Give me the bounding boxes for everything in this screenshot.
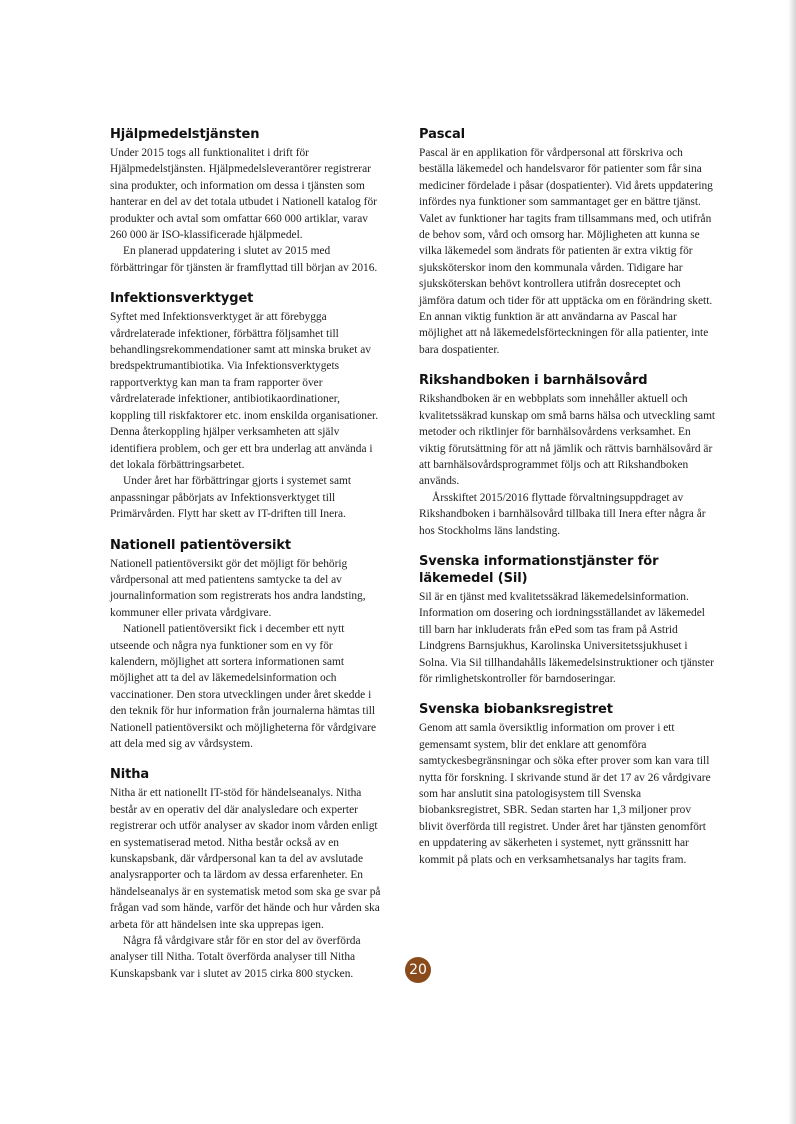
paragraph: Några få vårdgivare står för en stor del av överförda analyser till Nitha. Totalt överförda analyser till Nitha Kunskapsbank var i slutet av 2015 cirka 800 stycken.	[110, 935, 361, 980]
section-rikshandboken	[419, 372, 716, 539]
paragraph: Under 2015 togs all funktionalitet i drift för Hjälpmedelstjänsten. Hjälpmedelsleverantörer registrerar sina produkter, och information om dessa i tjänsten som hanterar en del av det totala utbudet i Nationell katalog för produkter och avtal som omfattar 660 000 artiklar, varav 260 000 är ISO-klassificerade hjälpmedel.	[110, 147, 377, 242]
left-column	[110, 126, 382, 996]
section-hjalpmedelstjansten	[110, 126, 382, 276]
paragraph: Genom att samla översiktlig information om prover i ett gemensamt system, blir det enklare att genomföra samtyckesbegränsningar och söka efter prover som kan vara till nytta för forskning. I skrivande stund är det 17 av 26 vårdgivare som har anslutit sina patologisystem till Svenska biobanksregistret, SBR. Sedan starten har 1,3 miljoner prov blivit överförda till registret. Under året har tjänsten genomfört en uppdatering av säkerheten i systemet, nytt gränssnitt har kommit på plats och en verksamhetsanalys har tagits fram.	[419, 722, 711, 866]
section-heading: Pascal	[419, 127, 466, 142]
section-infektionsverktyget	[110, 290, 382, 522]
paragraph: Sil är en tjänst med kvalitetssäkrad läkemedelsinformation. Information om dosering och iordningsställandet av läkemedel till barn har inkluderats från ePed som tas fram på Astrid Lindgrens Barnsjukhus, Karolinska Universitetssjukhuset i Solna. Via Sil tillhandahålls läkemedelsinstruktioner och tjänster för rimlighetskontroller för barndoseringar.	[419, 590, 714, 685]
paragraph: Under året har förbättringar gjorts i systemet samt anpassningar påbörjats av Infektionsverktyget till Primärvården. Flytt har skett av IT-driften till Inera.	[110, 475, 352, 521]
section-heading: Nationell patientöversikt	[110, 537, 291, 553]
paragraph: Pascal är en applikation för vårdpersonal att förskriva och beställa läkemedel och handelsvaror för patienter som får sina mediciner fördelade i påsar (dospatienter). Vid årets uppdatering infördes nya funktioner som sammantaget ger en bättre tjänst. Valet av funktioner har tagits fram tillsammans med, och utifrån de behov som, vård och omsorg har. Möjligheten att kunna se vilka läkemedel som ändrats för patienten är extra viktig för sjuksköterskor inom den kommunala vården. Tidigare har sjuksköterskan behövt kontrollera utifrån dosreceptet och jämföra datum och tider för att upptäcka om en förändring skett. En annan viktig funktion är att användarna av Pascal har möjlighet att nå läkemedelsförteckningen för alla patienter, inte bara dospatienter.	[419, 147, 713, 356]
scan-edge-shadow	[788, 0, 796, 1124]
section-nationell-patientoversikt	[110, 537, 382, 753]
section-heading: Hjälpmedelstjänsten	[110, 127, 260, 142]
section-biobanksregistret	[419, 701, 716, 868]
section-heading: Infektionsverktyget	[110, 291, 254, 307]
paragraph: Årsskiftet 2015/2016 flyttade förvaltningsuppdraget av Rikshandboken i barnhälsovård tillbaka till Inera efter några år hos Stockholms läns landsting.	[419, 491, 706, 537]
paragraph: Syftet med Infektionsverktyget är att förebygga vårdrelaterade infektioner, förbättra följsamhet till behandlingsrekommendationer samt att minska bruket av bredspektrumantibiotika. Via Infektionsverktygets rapportverktyg kan man ta fram rapporter över vårdrelaterade infektioner, antibiotikaordinationer, koppling till riskfaktorer etc. inom enskilda organisationer. Denna återkoppling hjälper verksamheten att själv identifiera problem, och ger ett bra underlag att använda i det lokala förbättringsarbetet.	[110, 311, 379, 471]
section-sil	[419, 553, 716, 687]
right-column	[419, 126, 716, 882]
section-heading: Svenska biobanksregistret	[419, 702, 613, 718]
section-heading: Svenska informationstjänster för läkemedel (Sil)	[419, 553, 659, 586]
page-number-badge: 20	[405, 957, 431, 983]
section-nitha	[110, 766, 382, 982]
section-heading: Rikshandboken i barnhälsovård	[419, 373, 648, 389]
paragraph: Nationell patientöversikt gör det möjligt för behörig vårdpersonal att med patientens samtycke ta del av journalinformation som registrerats hos andra landsting, kommuner eller privata vårdgivare.	[110, 557, 366, 619]
paragraph: Nitha är ett nationellt IT-stöd för händelseanalys. Nitha består av en operativ del där analysledare och experter registrerar och utför analyser av skador inom vården enligt en systematiserad metod. Nitha består också av en kunskapsbank, där vårdpersonal kan ta del av avslutade analysrapporter och ta lärdom av dessa erfarenheter. En händelseanalys är en systematisk metod som ska ge svar på frågan vad som hände, varför det hände och hur vården ska arbeta för att händelsen inte ska upprepas igen.	[110, 787, 381, 931]
section-heading: Nitha	[110, 767, 150, 783]
paragraph: Rikshandboken är en webbplats som innehåller aktuell och kvalitetssäkrad kunskap om små barns hälsa och utveckling samt metoder och riktlinjer för barnhälsovårdens verksamhet. En viktig förutsättning för att nå jämlik och rättvis barnhälsovård är att barnhälsovårdsprogrammet följs och att Rikshandboken används.	[419, 393, 716, 488]
section-pascal	[419, 126, 716, 358]
paragraph: En planerad uppdatering i slutet av 2015 med förbättringar för tjänsten är framflyttad till början av 2016.	[110, 245, 378, 274]
paragraph: Nationell patientöversikt fick i december ett nytt utseende och några nya funktioner som en vy för kalendern, möjlighet att sortera informationen samt möjlighet att ta del av läkemedelsinformation och vaccinationer. Den stora utvecklingen under året skedde i den teknik för hur information från journalerna hämtas till Nationell patientöversikt och möjligheterna för vårdgivare att dela med sig av vårdsystem.	[110, 623, 377, 750]
